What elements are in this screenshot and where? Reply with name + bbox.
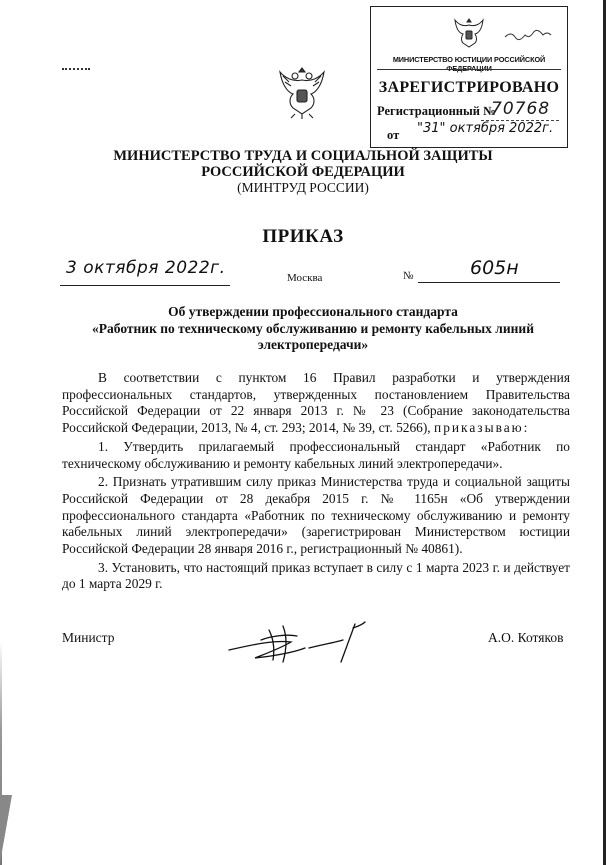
stamp-reg-label: Регистрационный №	[377, 104, 496, 118]
signer-position: Министр	[62, 630, 115, 645]
ministry-short-name: (МИНТРУД РОССИИ)	[237, 180, 369, 195]
order-date: 3 октября 2022г.	[66, 258, 226, 278]
subject-line-1: Об утверждении профессионального стандарта	[168, 304, 458, 319]
date-underline	[60, 285, 230, 286]
scan-mark	[62, 68, 90, 73]
paragraph-2: 2. Признать утратившим силу приказ Министерства труда и социальной защиты Российской Федерации от 28 декабря 2015 г. № 1165н «Об утверждении профессионального стандарта «Работник по техническому обслуживанию и ремонту кабельных линий электропередачи» (зарегистрирован Министерством юстиции Российской Федерации 28 января 2016 г., регистрационный № 40861).	[62, 474, 570, 557]
signer-name: А.О. Котяков	[488, 630, 564, 645]
paragraph-preamble	[62, 370, 570, 437]
stamp-ministry: МИНИСТЕРСТВО ЮСТИЦИИ РОССИЙСКОЙ ФЕДЕРАЦИИ	[392, 55, 546, 73]
order-subject	[60, 304, 566, 354]
stamp-reg-number: 70768	[491, 99, 551, 119]
order-word: приказываю:	[434, 420, 530, 436]
stamp-emblem-icon	[453, 15, 485, 49]
paragraph-1: 1. Утвердить прилагаемый профессиональный стандарт «Работник по техническому обслуживанию и ремонту кабельных линий электропередачи».	[62, 438, 570, 471]
coat-of-arms-icon	[277, 62, 327, 120]
document-type: ПРИКАЗ	[262, 226, 344, 247]
stamp-title: ЗАРЕГИСТРИРОВАНО	[378, 79, 560, 96]
stamp-date-value: "31" октября 2022г.	[417, 121, 554, 136]
ministry-line-2: РОССИЙСКОЙ ФЕДЕРАЦИИ	[201, 164, 405, 180]
preamble-text: В соответствии с пунктом 16 Правил разработки и утверждения профессиональных стандартов, утвержденных постановлением Правительства Российской Федерации от 22 января 2013 г. № 23 (Собрание законодательства Российской Федерации, 2013, № 4, ст. 293; 2014, № 39, ст. 5266),	[62, 370, 570, 436]
stamp-divider	[377, 69, 561, 70]
ministry-name	[0, 148, 606, 180]
registration-stamp	[370, 6, 568, 148]
subject-line-3: электропередачи»	[257, 337, 369, 352]
order-body	[62, 370, 570, 593]
number-underline	[418, 282, 560, 283]
paragraph-3: 3. Установить, что настоящий приказ вступает в силу с 1 марта 2023 г. и действует до 1 марта 2029 г.	[62, 559, 570, 592]
subject-line-2: «Работник по техническому обслуживанию и ремонту кабельных линий	[92, 320, 534, 336]
stamp-date	[405, 121, 553, 136]
scan-corner-shadow	[0, 795, 14, 865]
order-number: 605н	[470, 257, 519, 279]
stamp-date-label: от	[387, 128, 400, 142]
signature-icon	[225, 618, 385, 666]
ministry-line-1: МИНИСТЕРСТВО ТРУДА И СОЦИАЛЬНОЙ ЗАЩИТЫ	[113, 148, 493, 164]
order-place: Москва	[287, 272, 323, 284]
number-label: №	[403, 270, 414, 282]
stamp-scribble	[503, 27, 553, 43]
